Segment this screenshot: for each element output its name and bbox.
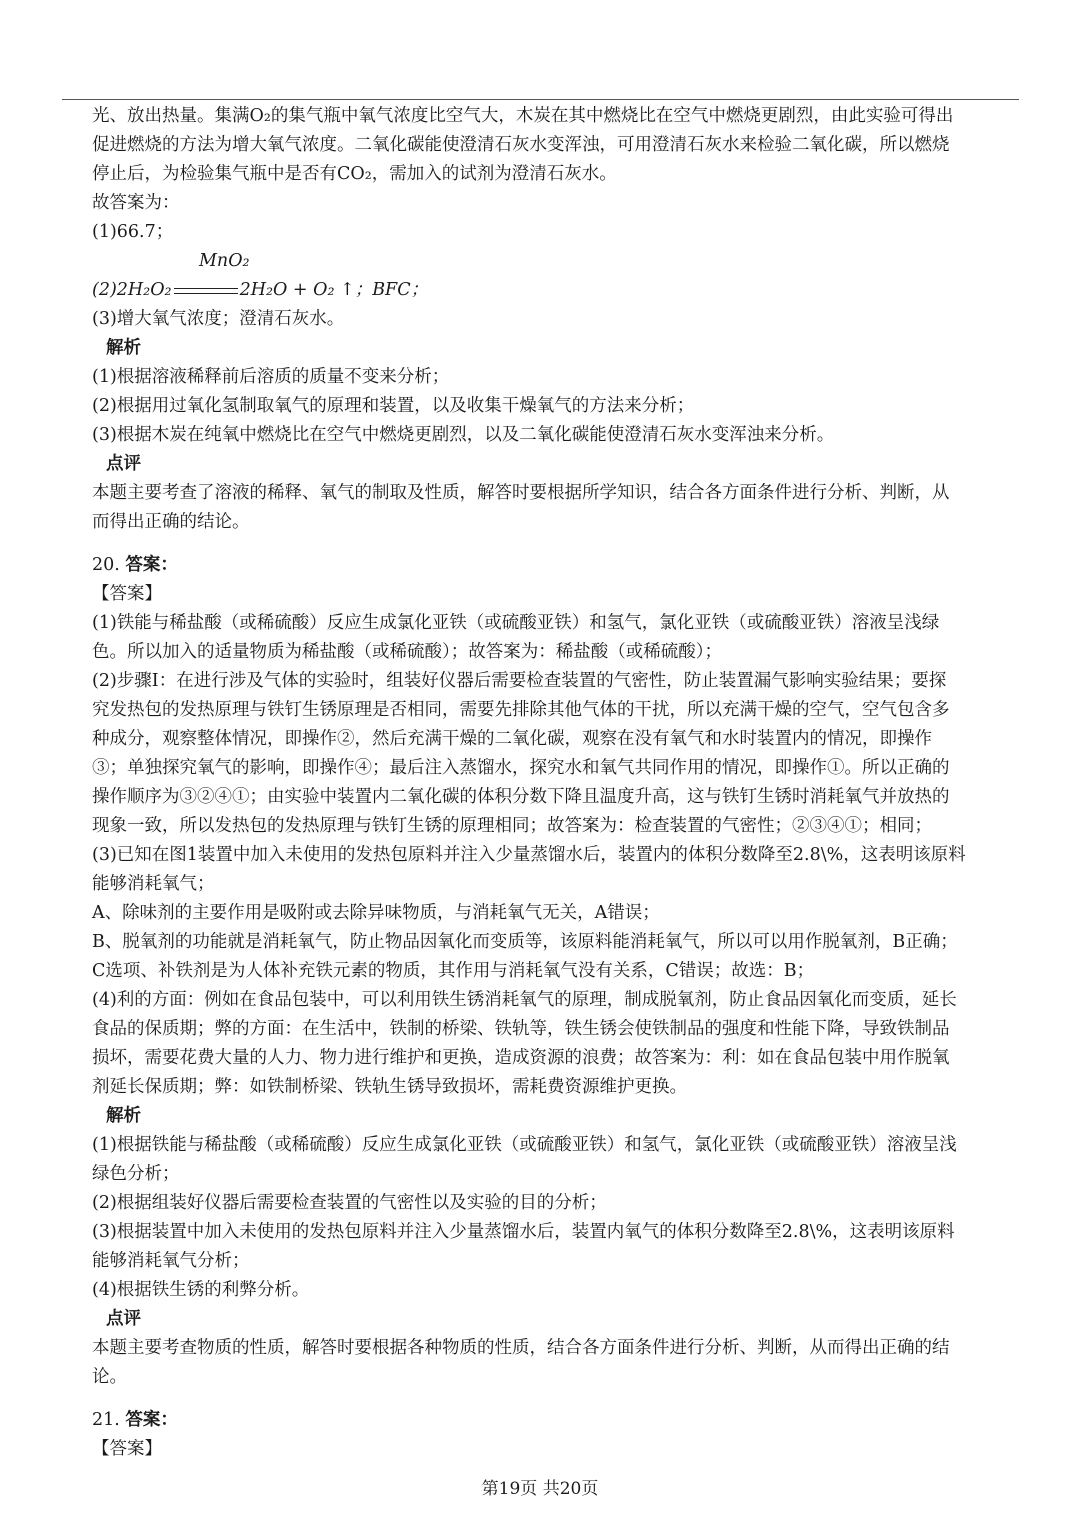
analysis-line: 能够消耗氧气分析； xyxy=(92,1251,250,1271)
answer-bracket: 【答案】 xyxy=(92,584,162,604)
text-line: 促进燃烧的方法为增大氧气浓度。二氧化碳能使澄清石灰水变浑浊，可用澄清石灰水来检验二氧化碳，所以燃烧 xyxy=(92,135,950,155)
analysis-line: (3)根据装置中加入未使用的发热包原料并注入少量蒸馏水后，装置内氧气的体积分数降至2.8\%，这表明该原料 xyxy=(92,1222,955,1242)
question-number: 20. xyxy=(92,555,120,575)
answer-bracket: 【答案】 xyxy=(92,1439,162,1459)
text-line: (3)已知在图1装置中加入未使用的发热包原料并注入少量蒸馏水后，装置内的体积分数降至2.8\%，这表明该原料 xyxy=(92,845,966,865)
question-21-header xyxy=(92,1406,1037,1435)
answer-label: 答案： xyxy=(125,1410,178,1430)
comment-heading: 点评 xyxy=(106,454,141,474)
analysis-line: 绿色分析； xyxy=(92,1164,180,1184)
text-line: A、除味剂的主要作用是吸附或去除异味物质，与消耗氧气无关，A错误； xyxy=(92,903,660,923)
analysis-heading: 解析 xyxy=(106,1106,141,1126)
analysis-line: (4)根据铁生锈的利弊分析。 xyxy=(92,1280,310,1300)
comment-line: 本题主要考查了溶液的稀释、氧气的制取及性质，解答时要根据所学知识，结合各方面条件进行分析、判断，从 xyxy=(92,483,950,503)
text-line: 种成分，观察整体情况，即操作②，然后充满干燥的二氧化碳，观察在没有氧气和水时装置内的情况，即操作 xyxy=(92,729,932,749)
question-number: 21. xyxy=(92,1410,120,1430)
text-line: 操作顺序为③②④①；由实验中装置内二氧化碳的体积分数下降且温度升高，这与铁钉生锈时消耗氧气并放热的 xyxy=(92,787,950,807)
text-line: B、脱氧剂的功能就是消耗氧气，防止物品因氧化而变质等，该原料能消耗氧气，所以可以用作脱氧剂，B正确； xyxy=(92,932,958,952)
equation-arrow xyxy=(174,288,238,294)
text-line: (1)铁能与稀盐酸（或稀硫酸）反应生成氯化亚铁（或硫酸亚铁）和氢气，氯化亚铁（或硫酸亚铁）溶液呈浅绿 xyxy=(92,613,940,633)
analysis-line: (1)根据溶液稀释前后溶质的质量不变来分析； xyxy=(92,367,450,387)
header-rule xyxy=(62,99,1019,100)
comment-line: 而得出正确的结论。 xyxy=(92,512,250,532)
analysis-line: (3)根据木炭在纯氧中燃烧比在空气中燃烧更剧烈，以及二氧化碳能使澄清石灰水变浑浊来分析。 xyxy=(92,425,835,445)
equation-product: 2H₂O + O₂ ↑；BFC； xyxy=(239,280,429,300)
text-line: 光、放出热量。集满O₂的集气瓶中氧气浓度比空气大，木炭在其中燃烧比在空气中燃烧更剧烈，由此实验可得出 xyxy=(92,106,954,126)
answer-label: 答案： xyxy=(125,555,178,575)
comment-line: 本题主要考查物质的性质，解答时要根据各种物质的性质，结合各方面条件进行分析、判断，从而得出正确的结 xyxy=(92,1338,950,1358)
analysis-line: (2)根据组装好仪器后需要检查装置的气密性以及实验的目的分析； xyxy=(92,1193,607,1213)
comment-line: 论。 xyxy=(92,1367,127,1387)
page-footer: 第19页 共20页 xyxy=(481,1479,599,1499)
page-content xyxy=(92,102,1037,1464)
text-line: (4)利的方面：例如在食品包装中，可以利用铁生锈消耗氧气的原理，制成脱氧剂，防止食品因氧化而变质，延长 xyxy=(92,990,957,1010)
answer-1: (1)66.7； xyxy=(92,222,174,242)
text-line: C选项、补铁剂是为人体补充铁元素的物质，其作用与消耗氧气没有关系，C错误；故选：B； xyxy=(92,961,815,981)
text-line: (2)步骤Ⅰ：在进行涉及气体的实验时，组装好仪器后需要检查装置的气密性，防止装置漏气影响实验结果；要探 xyxy=(92,671,947,691)
text-line: 色。所以加入的适量物质为稀盐酸（或稀硫酸）；故答案为：稀盐酸（或稀硫酸）； xyxy=(92,642,722,662)
text-line: 食品的保质期；弊的方面：在生活中，铁制的桥梁、铁轨等，铁生锈会使铁制品的强度和性能下降，导致铁制品 xyxy=(92,1019,950,1039)
equation-reactant: (2)2H₂O₂ xyxy=(92,280,172,300)
answer-3: (3)增大氧气浓度；澄清石灰水。 xyxy=(92,309,345,329)
text-line: 现象一致，所以发热包的发热原理与铁钉生锈的原理相同；故答案为：检查装置的气密性；②③④①；相同； xyxy=(92,816,932,836)
equation-catalyst: MnO₂ xyxy=(199,251,250,271)
question-20-header xyxy=(92,551,1037,580)
answer-intro: 故答案为： xyxy=(92,193,180,213)
text-line: 能够消耗氧气； xyxy=(92,874,215,894)
analysis-heading: 解析 xyxy=(106,338,141,358)
chemical-equation xyxy=(92,247,1037,305)
analysis-line: (1)根据铁能与稀盐酸（或稀硫酸）反应生成氯化亚铁（或硫酸亚铁）和氢气，氯化亚铁（或硫酸亚铁）溶液呈浅 xyxy=(92,1135,957,1155)
text-line: 停止后，为检验集气瓶中是否有CO₂，需加入的试剂为澄清石灰水。 xyxy=(92,164,617,184)
analysis-line: (2)根据用过氧化氢制取氧气的原理和装置，以及收集干燥氧气的方法来分析； xyxy=(92,396,695,416)
text-line: 损坏，需要花费大量的人力、物力进行维护和更换，造成资源的浪费；故答案为：利：如在食品包装中用作脱氧 xyxy=(92,1048,950,1068)
comment-heading: 点评 xyxy=(106,1309,141,1329)
text-line: 剂延长保质期；弊：如铁制桥梁、铁轨生锈导致损坏，需耗费资源维护更换。 xyxy=(92,1077,687,1097)
text-line: ③；单独探究氧气的影响，即操作④；最后注入蒸馏水，探究水和氧气共同作用的情况，即操作①。所以正确的 xyxy=(92,758,950,778)
text-line: 究发热包的发热原理与铁钉生锈原理是否相同，需要先排除其他气体的干扰，所以充满干燥的空气，空气包含多 xyxy=(92,700,950,720)
